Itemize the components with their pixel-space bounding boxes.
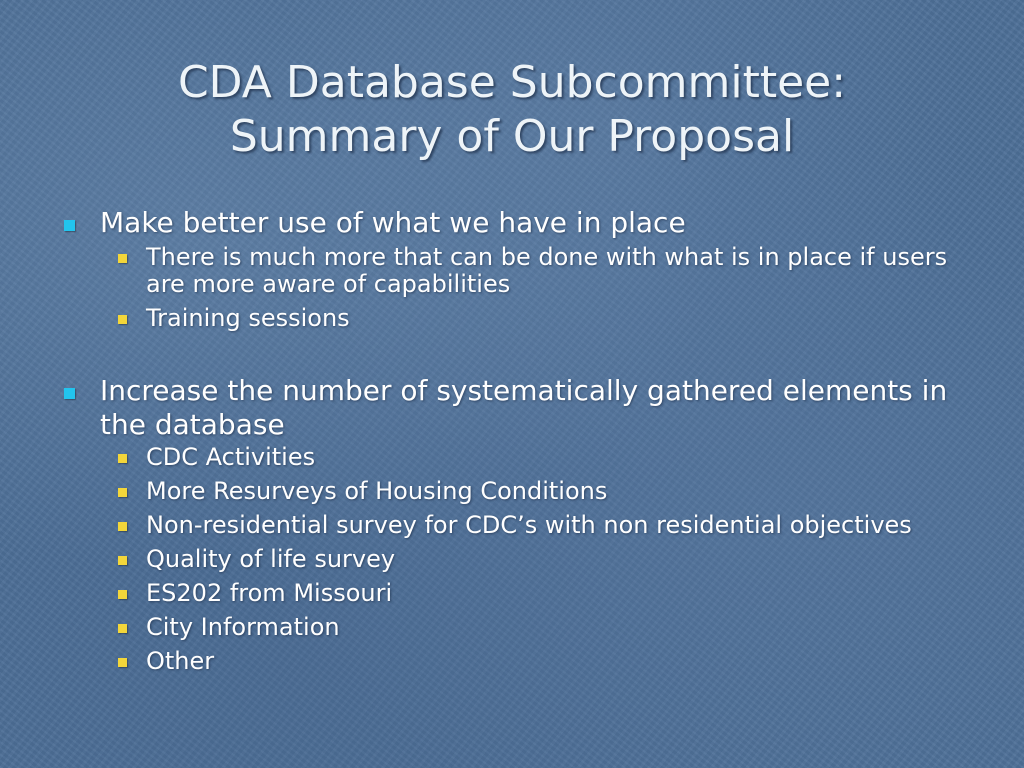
square-bullet-icon [118,488,127,497]
bullet-text: Make better use of what we have in place [100,206,686,239]
sub-bullet-text: More Resurveys of Housing Conditions [146,477,608,505]
sub-bullet-text: There is much more that can be done with what is in place if users are more aware of capabilities [146,243,948,298]
sub-bullet-text: CDC Activities [146,443,316,471]
sub-bullet-item [100,512,960,539]
bullet-item [60,206,960,240]
square-bullet-icon [118,658,127,667]
sub-bullet-item [100,580,960,607]
sub-bullet-text: Non-residential survey for CDC’s with non residential objectives [146,511,912,539]
title-line-1: CDA Database Subcommittee: [177,57,847,108]
slide-body [60,206,960,682]
sub-bullet-text: Other [146,647,215,675]
sub-bullet-item [100,546,960,573]
title-line-2: Summary of Our Proposal [229,111,795,162]
sub-bullet-text: Quality of life survey [146,545,396,573]
square-bullet-icon [64,388,75,399]
square-bullet-icon [118,624,127,633]
sub-bullet-item [100,244,960,298]
sub-bullet-item [100,478,960,505]
sub-bullet-item [100,305,960,332]
bullet-item [60,374,960,442]
square-bullet-icon [64,220,75,231]
square-bullet-icon [118,590,127,599]
bullet-text: Increase the number of systematically gathered elements in the database [100,374,948,441]
square-bullet-icon [118,556,127,565]
square-bullet-icon [118,254,127,263]
sub-bullet-item [100,648,960,675]
slide-title [80,56,944,164]
bullet-group [60,206,960,332]
sub-bullet-text: City Information [146,613,340,641]
square-bullet-icon [118,454,127,463]
sub-bullet-list [60,444,960,675]
sub-bullet-list [60,244,960,332]
sub-bullet-text: Training sessions [146,304,350,332]
sub-bullet-item [100,444,960,471]
square-bullet-icon [118,522,127,531]
sub-bullet-text: ES202 from Missouri [146,579,393,607]
bullet-group [60,374,960,675]
sub-bullet-item [100,614,960,641]
square-bullet-icon [118,315,127,324]
